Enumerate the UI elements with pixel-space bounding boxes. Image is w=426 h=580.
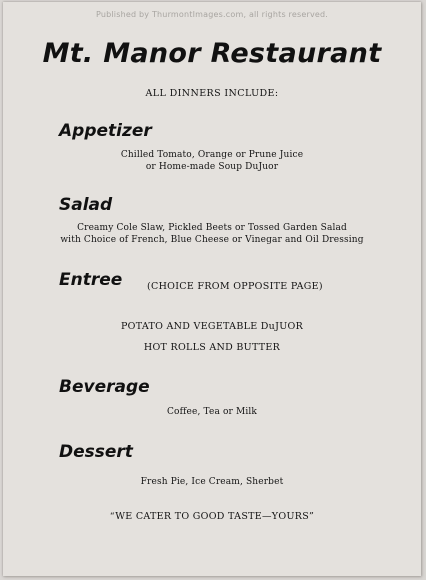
slogan: “WE CATER TO GOOD TASTE—YOURS” bbox=[109, 511, 315, 522]
entree-note: (CHOICE FROM OPPOSITE PAGE) bbox=[147, 281, 323, 292]
beverage-line-1: Coffee, Tea or Milk bbox=[166, 407, 258, 417]
appetizer-heading: Appetizer bbox=[59, 121, 152, 141]
entree-line-2: HOT ROLLS AND BUTTER bbox=[143, 342, 281, 353]
watermark: Published by ThurmontImages.com, all rights reserved. bbox=[95, 10, 329, 19]
entree-line-1: POTATO AND VEGETABLE DuJUOR bbox=[120, 321, 304, 332]
appetizer-line-2: or Home-made Soup DuJuor bbox=[145, 162, 279, 172]
salad-line-2: with Choice of French, Blue Cheese or Vinegar and Oil Dressing bbox=[60, 235, 364, 245]
appetizer-line-1: Chilled Tomato, Orange or Prune Juice bbox=[120, 150, 304, 160]
dinners-include-heading: ALL DINNERS INCLUDE: bbox=[145, 88, 279, 99]
salad-heading: Salad bbox=[59, 195, 113, 215]
entree-heading: Entree bbox=[59, 270, 123, 290]
salad-line-1: Creamy Cole Slaw, Pickled Beets or Tossed Garden Salad bbox=[77, 223, 347, 233]
beverage-heading: Beverage bbox=[59, 377, 150, 397]
dessert-heading: Dessert bbox=[59, 442, 133, 462]
menu-page bbox=[3, 2, 421, 576]
dessert-line-1: Fresh Pie, Ice Cream, Sherbet bbox=[140, 477, 284, 487]
restaurant-title: Mt. Manor Restaurant bbox=[42, 38, 382, 69]
